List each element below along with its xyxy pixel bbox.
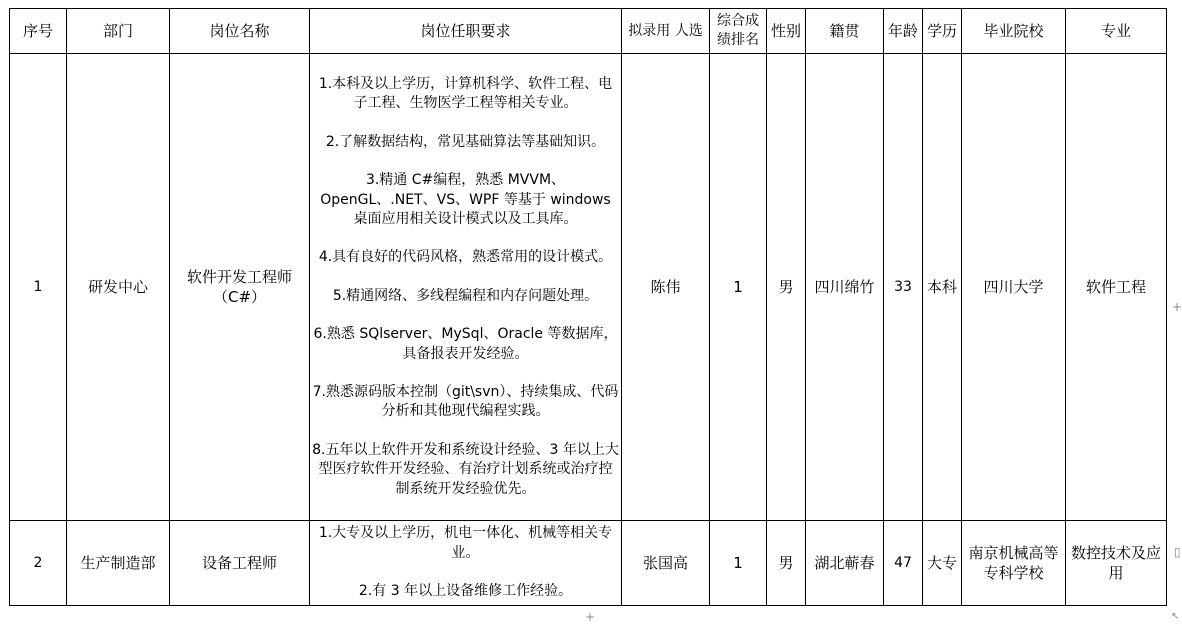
requirement-item: 7.熟悉源码版本控制（git\svn）、持续集成、代码分析和其他现代编程实践。: [312, 384, 619, 420]
cell-position: [170, 54, 310, 521]
cell-candidate: 张国高: [622, 521, 710, 606]
header-cell-edu: 学历: [923, 9, 962, 54]
position-title: 软件开发工程师: [186, 268, 292, 286]
spacer: [312, 229, 619, 248]
cell-rank: 1: [710, 521, 767, 606]
cell-origin: 湖北蕲春: [806, 521, 884, 606]
cell-position: 设备工程师: [170, 521, 310, 606]
header-cell-school: 毕业院校: [962, 9, 1066, 54]
requirement-item: 2.有 3 年以上设备维修工作经验。: [358, 583, 573, 600]
cell-major: 软件工程: [1066, 54, 1167, 521]
plus-icon[interactable]: +: [585, 610, 596, 624]
cell-school: 四川大学: [962, 54, 1066, 521]
cell-requirements: [310, 521, 622, 606]
requirement-item: 2.了解数据结构，常见基础算法等基础知识。: [325, 133, 606, 150]
cell-rank: 1: [710, 54, 767, 521]
header-row: [10, 9, 1167, 54]
header-cell-position: 岗位名称: [170, 9, 310, 54]
header-cell-candidate: 拟录用 人选: [622, 9, 710, 54]
cell-candidate: 陈伟: [622, 54, 710, 521]
cell-no: 2: [10, 521, 67, 606]
cell-age: 33: [884, 54, 923, 521]
spacer: [312, 268, 619, 287]
cell-requirements: [310, 54, 622, 521]
requirement-item: 6.熟悉 SQlserver、MySql、Oracle 等数据库，具备报表开发经验。: [313, 326, 618, 362]
cell-no: 1: [10, 54, 67, 521]
spacer: [312, 152, 619, 171]
requirement-item: 1.大专及以上学历，机电一体化、机械等相关专业。: [318, 525, 613, 561]
table-edge-marker-icon: ▯: [1174, 545, 1181, 559]
cell-school: 南京机械高等专科学校: [962, 521, 1066, 606]
header-cell-dept: 部门: [67, 9, 170, 54]
cell-dept: 生产制造部: [67, 521, 170, 606]
header-cell-requirements: 岗位任职要求: [310, 9, 622, 54]
recruitment-table: [9, 8, 1167, 606]
table-row: [10, 521, 1167, 606]
cell-edu: 本科: [923, 54, 962, 521]
header-cell-no: 序号: [10, 9, 67, 54]
spacer: [312, 563, 619, 582]
spacer: [312, 306, 619, 325]
cell-gender: 男: [767, 54, 806, 521]
resize-handle-icon[interactable]: ↖: [1171, 611, 1180, 622]
header-cell-origin: 籍贯: [806, 9, 884, 54]
plus-icon[interactable]: +: [1172, 300, 1182, 314]
spacer: [312, 114, 619, 133]
position-subtitle: （C#）: [212, 288, 267, 306]
cell-major: 数控技术及应用: [1066, 521, 1167, 606]
spacer: [312, 364, 619, 383]
cell-dept: 研发中心: [67, 54, 170, 521]
table-row: [10, 54, 1167, 521]
cell-gender: 男: [767, 521, 806, 606]
spacer: [312, 422, 619, 441]
requirement-item: 4.具有良好的代码风格，熟悉常用的设计模式。: [318, 249, 613, 266]
cell-age: 47: [884, 521, 923, 606]
requirement-item: 5.精通网络、多线程编程和内存问题处理。: [332, 287, 599, 304]
header-cell-age: 年龄: [884, 9, 923, 54]
cell-edu: 大专: [923, 521, 962, 606]
cell-origin: 四川绵竹: [806, 54, 884, 521]
requirement-item: 1.本科及以上学历，计算机科学、软件工程、电子工程、生物医学工程等相关专业。: [318, 75, 613, 112]
requirement-item: 8.五年以上软件开发和系统设计经验、3 年以上大型医疗软件开发经验、有治疗计划系统或治疗控制系统开发经验优先。: [312, 441, 619, 497]
header-cell-rank: 综合成绩排名: [710, 9, 767, 54]
requirement-item: 3.精通 C#编程，熟悉 MVVM、OpenGL、.NET、VS、WPF 等基于 windows 桌面应用相关设计模式以及工具库。: [320, 172, 611, 227]
header-cell-gender: 性别: [767, 9, 806, 54]
header-cell-major: 专业: [1066, 9, 1167, 54]
